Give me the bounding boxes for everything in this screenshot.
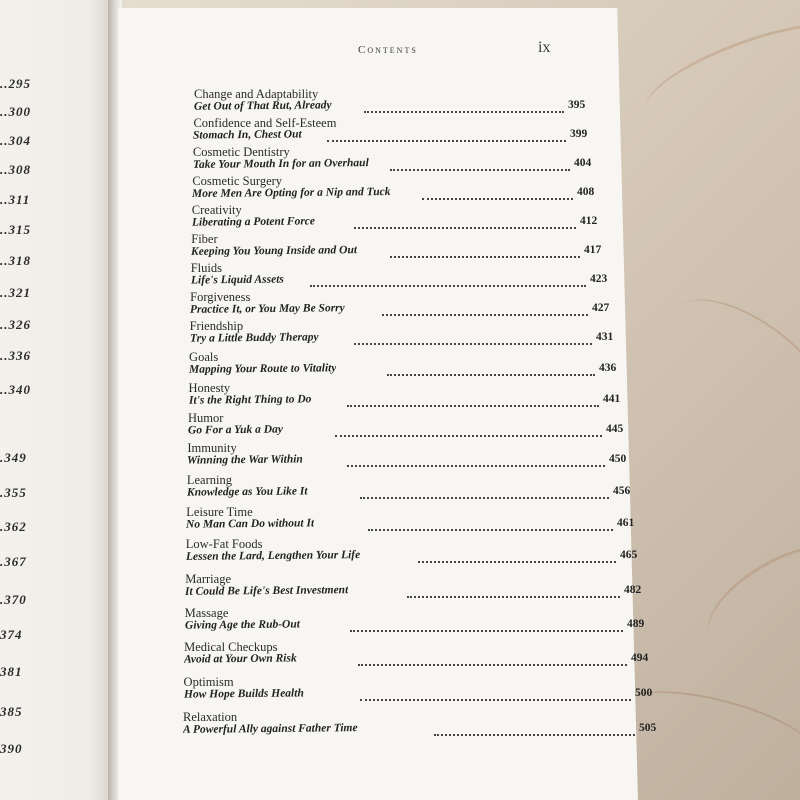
toc-page-number: 494	[631, 652, 649, 664]
toc-topic: Friendship	[189, 319, 244, 333]
toc-subtitle: Life's Liquid Assets	[190, 273, 284, 287]
toc-page-number: 417	[584, 244, 602, 256]
toc-topic: Fiber	[191, 232, 218, 246]
toc-subtitle: Giving Age the Rub-Out	[184, 618, 300, 632]
toc-topic: Low-Fat Foods	[185, 537, 263, 551]
left-page	[0, 0, 112, 800]
toc-leader-dots	[347, 405, 599, 407]
toc-topic: Humor	[187, 411, 224, 425]
toc-leader-dots	[422, 198, 573, 200]
toc-leader-dots	[310, 285, 586, 287]
left-page-number: ..304	[0, 133, 31, 148]
toc-page-number: 423	[590, 273, 608, 285]
toc-leader-dots	[368, 529, 613, 531]
toc-topic: Goals	[189, 350, 219, 364]
toc-leader-dots	[387, 374, 595, 376]
toc-topic: Immunity	[187, 441, 237, 455]
toc-subtitle: Keeping You Young Inside and Out	[191, 244, 358, 258]
toc-subtitle: Mapping Your Route to Vitality	[188, 362, 337, 376]
toc-subtitle: How Hope Builds Health	[183, 687, 304, 701]
left-page-number: ..318	[0, 253, 31, 268]
toc-subtitle: It Could Be Life's Best Investment	[185, 584, 349, 598]
left-page-number: ..336	[0, 348, 31, 363]
left-page-number: ..326	[0, 317, 31, 332]
toc-leader-dots	[350, 630, 623, 632]
toc-page-number: 441	[603, 393, 621, 405]
toc-topic: Confidence and Self-Esteem	[193, 116, 337, 130]
toc-topic: Marriage	[185, 572, 231, 586]
toc-subtitle: Try a Little Buddy Therapy	[189, 331, 319, 345]
toc-leader-dots	[390, 169, 570, 171]
toc-subtitle: No Man Can Do without It	[186, 517, 315, 531]
toc-topic: Learning	[186, 473, 232, 487]
left-page-number: 374	[0, 627, 23, 642]
toc-topic: Massage	[184, 606, 229, 620]
toc-page-number: 436	[599, 362, 617, 374]
left-page-number: ..340	[0, 382, 31, 397]
toc-leader-dots	[390, 256, 580, 258]
toc-subtitle: Go For a Yuk a Day	[187, 423, 283, 437]
toc-subtitle: Take Your Mouth In for an Overhaul	[192, 157, 369, 171]
toc-page-number: 482	[624, 584, 642, 596]
left-page-number: ..295	[0, 76, 31, 91]
toc-page-number: 431	[596, 331, 614, 343]
toc-leader-dots	[434, 734, 635, 736]
toc-topic: Medical Checkups	[184, 640, 278, 654]
left-page-number: .370	[0, 592, 27, 607]
left-page-number: ..311	[0, 192, 31, 207]
contents-heading: Contents	[358, 44, 418, 56]
toc-page-number: 450	[609, 453, 627, 465]
page-number: ix	[538, 39, 551, 56]
toc-leader-dots	[327, 140, 566, 142]
toc-subtitle: Lessen the Lard, Lengthen Your Life	[185, 549, 361, 563]
toc-leader-dots	[354, 227, 576, 229]
toc-subtitle: Knowledge as You Like It	[186, 485, 308, 499]
toc-leader-dots	[382, 314, 588, 316]
toc-topic: Leisure Time	[186, 505, 253, 519]
toc-topic: Cosmetic Dentistry	[192, 145, 290, 159]
toc-page-number: 500	[635, 687, 653, 699]
left-page-number: .349	[0, 450, 27, 465]
toc-topic: Forgiveness	[190, 290, 251, 304]
toc-leader-dots	[354, 343, 592, 345]
toc-topic: Relaxation	[183, 710, 238, 724]
toc-subtitle: Practice It, or You May Be Sorry	[190, 302, 345, 316]
toc-page-number: 465	[620, 549, 638, 561]
toc-page-number: 408	[577, 186, 595, 198]
left-page-number: .367	[0, 554, 27, 569]
marble-vein	[636, 4, 800, 138]
toc-leader-dots	[407, 596, 620, 598]
left-page-number: ..308	[0, 162, 31, 177]
toc-leader-dots	[347, 465, 605, 467]
toc-topic: Honesty	[188, 381, 231, 395]
toc-subtitle: Winning the War Within	[187, 453, 304, 467]
toc-leader-dots	[360, 699, 631, 701]
marble-vein	[653, 276, 800, 446]
toc-leader-dots	[360, 497, 609, 499]
toc-page-number: 404	[574, 157, 592, 169]
toc-leader-dots	[358, 664, 627, 666]
toc-subtitle: Liberating a Potent Force	[191, 215, 315, 229]
toc-topic: Fluids	[190, 261, 222, 275]
toc-leader-dots	[364, 111, 564, 113]
toc-subtitle: More Men Are Opting for a Nip and Tuck	[192, 185, 391, 201]
toc-subtitle: Avoid at Your Own Risk	[184, 652, 297, 666]
toc-page-number: 427	[592, 302, 610, 314]
toc-page-number: 456	[613, 485, 631, 497]
left-page-number: 381	[0, 664, 23, 679]
toc-subtitle: A Powerful Ally against Father Time	[182, 722, 358, 736]
left-page-number: ..300	[0, 104, 31, 119]
toc-subtitle: It's the Right Thing to Do	[188, 393, 311, 407]
left-page-number: .355	[0, 485, 27, 500]
left-page-number: ..315	[0, 222, 31, 237]
left-page-number: 385	[0, 704, 23, 719]
toc-page-number: 461	[617, 517, 635, 529]
toc-leader-dots	[335, 435, 602, 437]
left-page-number: .362	[0, 519, 27, 534]
toc-leader-dots	[418, 561, 616, 563]
toc-page-number: 505	[639, 722, 657, 734]
toc-topic: Optimism	[183, 675, 234, 689]
toc-subtitle: Stomach In, Chest Out	[193, 128, 303, 142]
marble-vein	[692, 525, 800, 668]
toc-page-number: 399	[570, 128, 588, 140]
toc-page-number: 395	[568, 99, 586, 111]
left-page-number: ..321	[0, 285, 31, 300]
toc-page-number: 445	[606, 423, 624, 435]
left-page-number: 390	[0, 741, 23, 756]
toc-page-number: 489	[627, 618, 645, 630]
toc-subtitle: Get Out of That Rut, Already	[193, 99, 332, 113]
toc-page-number: 412	[580, 215, 598, 227]
toc-topic: Change and Adaptability	[194, 87, 319, 101]
toc-topic: Cosmetic Surgery	[192, 174, 283, 188]
toc-topic: Creativity	[191, 203, 242, 217]
